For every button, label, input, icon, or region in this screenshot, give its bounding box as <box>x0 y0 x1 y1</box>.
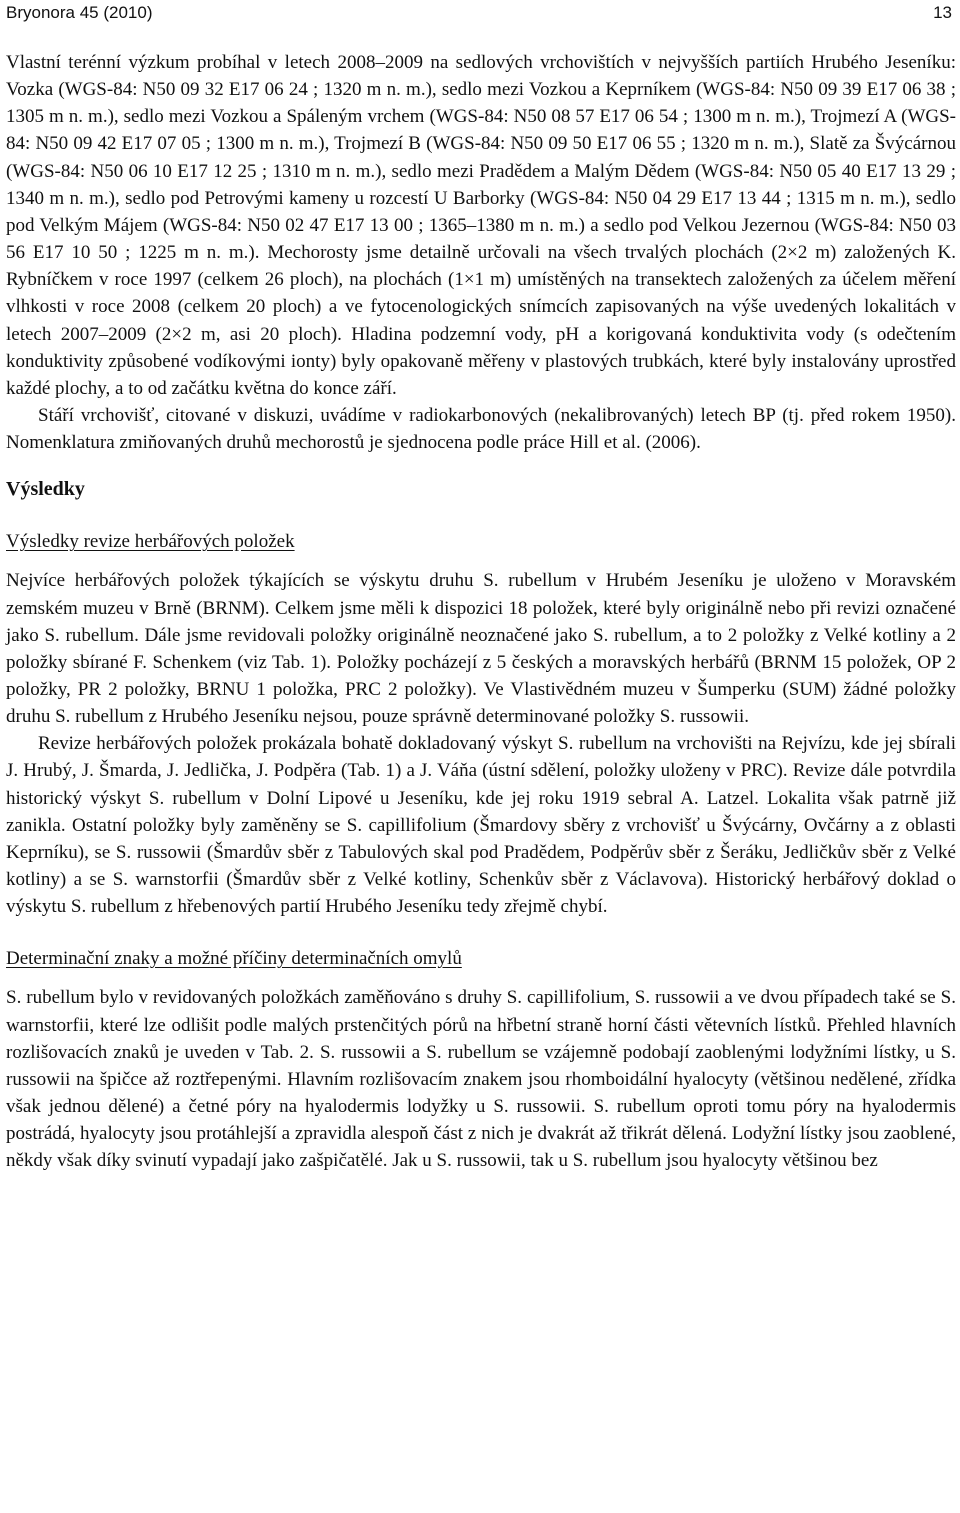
methods-paragraph-2: Stáří vrchovišť, citované v diskuzi, uvádíme v radiokarbonových (nekalibrovaných) letech BP (tj. před rokem 1950). Nomenklatura zmiňovaných druhů mechorostů je sjednocena podle práce Hill et al. (2006). <box>6 405 956 454</box>
document-page <box>6 0 956 1174</box>
herbarium-revision-paragraph-1: Nejvíce herbářových položek týkajících se výskytu druhu S. rubellum v Hrubém Jeseníku je uloženo v Moravském zemském muzeu v Brně (BRNM). Celkem jsme měli k dispozici 18 položek, které byly originálně nebo při revizi označené jako S. rubellum. Dále jsme revidovali položky originálně neoznačené jako S. rubellum, a to 2 položky z Velké kotliny a 2 položky sbírané F. Schenkem (viz Tab. 1). Položky pocházejí z 5 českých a moravských herbářů (BRNM 15 položek, OP 2 položky, PR 2 položky, BRNU 1 položka, PRC 2 položky). Ve Vlastivědném muzeu v Šumperku (SUM) žádné položky druhu S. rubellum z Hrubého Jeseníku nejsou, pouze správně determinované položky S. russowii. <box>6 570 956 728</box>
journal-citation: Bryonora 45 (2010) <box>6 3 153 22</box>
methods-paragraph-1: Vlastní terénní výzkum probíhal v letech 2008–2009 na sedlových vrchovištích v nejvyšších partiích Hrubého Jeseníku: Vozka (WGS-84: N50 09 32 E17 06 24 ; 1320 m n. m.), sedlo mezi Vozkou a Keprníkem (WGS-84: N50 09 39 E17 06 38 ; 1305 m n. m.), sedlo mezi Vozkou a Spáleným vrchem (WGS-84: N50 08 57 E17 06 54 ; 1300 m n. m.), Trojmezí A (WGS-84: N50 09 42 E17 07 05 ; 1300 m n. m.), Trojmezí B (WGS-84: N50 09 50 E17 06 55 ; 1320 m n. m.), Slatě za Švýcárnou (WGS-84: N50 06 10 E17 12 25 ; 1310 m n. m.), sedlo mezi Pradědem a Malým Dědem (WGS-84: N50 05 40 E17 13 29 ; 1340 m n. m.), sedlo pod Petrovými kameny u rozcestí U Barborky (WGS-84: N50 04 29 E17 13 44 ; 1315 m n. m.), sedlo pod Velkým Májem (WGS-84: N50 02 47 E17 13 00 ; 1365–1380 m n. m.) a sedlo pod Velkou Jezernou (WGS-84: N50 03 56 E17 10 50 ; 1225 m n. m.). Mechorosty jsme detailně určovali na všech trvalých plochách (2×2 m) založených K. Rybníčkem v roce 1997 (celkem 26 ploch), na plochách (1×1 m) umístěných na transektech založených za účelem měření vlhkosti v roce 2008 (celkem 20 ploch) a ve fytocenologických snímcích zapisovaných na výše uvedených lokalitách v letech 2007–2009 (2×2 m, asi 20 ploch). Hladina podzemní vody, pH a korigovaná konduktivita vody (s odečtením konduktivity způsobené vodíkovými ionty) byly opakovaně měřeny v plastových trubkách, které byly instalovány uprostřed každé plochy, a to od začátku května do konce září. <box>6 52 956 399</box>
article-body <box>6 49 956 1174</box>
herbarium-revision-heading: Výsledky revize herbářových položek <box>6 531 295 553</box>
results-heading: Výsledky <box>6 478 85 501</box>
determination-heading: Determinační znaky a možné příčiny determinačních omylů <box>6 948 462 970</box>
herbarium-revision-paragraph-2: Revize herbářových položek prokázala bohatě dokladovaný výskyt S. rubellum na vrchovišti na Rejvízu, kde jej sbírali J. Hrubý, J. Šmarda, J. Jedlička, J. Podpěra (Tab. 1) a J. Váňa (ústní sdělení, položky uloženy v PRC). Revize dále potvrdila historický výskyt S. rubellum v Dolní Lipové u Jeseníku, kde jej roku 1919 sebral A. Latzel. Lokalita však patrně již zanikla. Ostatní položky byly zaměněny se S. capillifolium (Šmardovy sběry z vrchovišť u Švýcárny, Ovčárny a z oblasti Keprníku), se S. russowii (Šmardův sběr z Tabulových skal pod Pradědem, Podpěrův sběr z Šeráku, Jedličkův sběr z Velké kotliny) a se S. warnstorfii (Šmardův sběr z Velké kotliny, Schenkův sběr z Václavova). Historický herbářový doklad o výskytu S. rubellum z hřebenových partií Hrubého Jeseníku tedy zřejmě chybí. <box>6 733 956 918</box>
determination-paragraph-1: S. rubellum bylo v revidovaných položkách zaměňováno s druhy S. capillifolium, S. russowii a ve dvou případech také se S. warnstorfii, které lze odlišit podle malých prstenčitých pórů na hřbetní straně horní části větevních lístků. Přehled hlavních rozlišovacích znaků je uveden v Tab. 2. S. russowii a S. rubellum se vzájemně podobají zaoblenými lodyžními lístky, u S. russowii na špičce až roztřepenými. Hlavním rozlišovacím znakem jsou rhomboidální hyalocyty (většinou nedělené, zřídka však jednou dělené) a četné póry na hyalodermis lodyžky u S. russowii. S. rubellum oproti tomu póry na hyalodermis postrádá, hyalocyty jsou protáhlejší a zpravidla alespoň část z nich je dvakrát až třikrát dělená. Lodyžní lístky jsou zaoblené, někdy však díky svinutí vypadají jako zašpičatělé. Jak u S. russowii, tak u S. rubellum jsou hyalocyty většinou bez <box>6 987 956 1172</box>
page-number: 13 <box>933 3 952 22</box>
running-header <box>6 0 956 30</box>
